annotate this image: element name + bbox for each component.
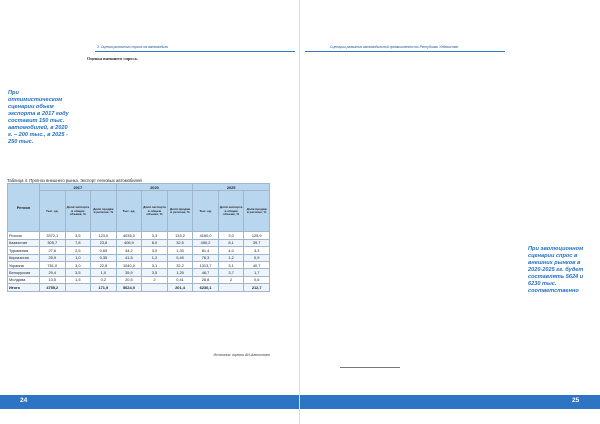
footer-bar-right bbox=[300, 395, 600, 409]
table-row bbox=[8, 239, 270, 246]
table-row bbox=[8, 284, 270, 291]
table-cell: 123,0 bbox=[91, 232, 117, 239]
table-row bbox=[8, 247, 270, 254]
country-cell: Итого bbox=[8, 284, 40, 291]
table-source: Источник: оценки АИ-Автостат bbox=[213, 353, 270, 357]
column-header: Доля экспорта в общем объеме, % bbox=[65, 191, 91, 232]
table-cell: 5624,0 bbox=[116, 284, 142, 291]
table-cell: 41,5 bbox=[116, 254, 142, 261]
table-row bbox=[8, 276, 270, 283]
table-cell: 22,8 bbox=[91, 261, 117, 268]
column-header: Тыс. ед. bbox=[40, 191, 66, 232]
table-cell: 305,7 bbox=[40, 239, 66, 246]
table-cell: 28,8 bbox=[193, 276, 219, 283]
table-cell: 46,7 bbox=[193, 269, 219, 276]
table-cell: 133,2 bbox=[167, 232, 193, 239]
table-cell: 3,0 bbox=[142, 247, 168, 254]
table-cell: 81,4 bbox=[193, 247, 219, 254]
footnote-rule bbox=[340, 367, 400, 368]
table-cell: 3,3 bbox=[244, 247, 270, 254]
sidenote-right: При эволюционном сценарии спрос в внешних рынков в 2020-2025 гг. будет составлять 5624 и 6230 тыс. соответственно bbox=[528, 246, 584, 294]
table-cell: 13,5 bbox=[40, 276, 66, 283]
header-rule-right bbox=[305, 51, 505, 52]
table-cell: 0,41 bbox=[167, 276, 193, 283]
table-cell: 0,35 bbox=[91, 254, 117, 261]
table-cell: 3372,1 bbox=[40, 232, 66, 239]
table-caption: Таблица 4. Прогноз внешнего рынка. Экспорт легковых автомобилей bbox=[7, 178, 142, 183]
table-cell: 781,0 bbox=[40, 261, 66, 268]
table-row bbox=[8, 232, 270, 239]
sidenote-left: При оптимистическом сценарии объем экспорта в 2017 году составит 150 тыс. автомобилей, в 2020 г. – 200 тыс., в 2025 - 250 тыс. bbox=[8, 90, 69, 145]
table-cell: 4,0 bbox=[218, 247, 244, 254]
table-cell: 3,5 bbox=[65, 232, 91, 239]
table-cell: 8,1 bbox=[218, 239, 244, 246]
column-header: Доля экспорта в общем объеме, % bbox=[218, 191, 244, 232]
table-cell bbox=[218, 284, 244, 291]
table-cell: 20,5 bbox=[116, 276, 142, 283]
table-cell: 7,8 bbox=[65, 239, 91, 246]
table-cell: 1040,0 bbox=[116, 261, 142, 268]
table-row bbox=[8, 261, 270, 268]
country-cell: Туркмения bbox=[8, 247, 40, 254]
body-text-left bbox=[80, 56, 274, 174]
page-number-right: 25 bbox=[572, 397, 580, 404]
table-cell: 3,0 bbox=[65, 261, 91, 268]
table-cell: 1,25 bbox=[167, 269, 193, 276]
column-header: Доля экспорта в общем объеме, % bbox=[142, 191, 168, 232]
header-rule-left bbox=[95, 51, 295, 52]
table-cell: 1,33 bbox=[167, 247, 193, 254]
table-cell: 2 bbox=[142, 276, 168, 283]
country-cell: Украина bbox=[8, 261, 40, 268]
column-header: Доля продаж в регионе, % bbox=[91, 191, 117, 232]
table-cell: 76,3 bbox=[193, 254, 219, 261]
table-cell: 3,5 bbox=[142, 269, 168, 276]
year-header: 2017 bbox=[40, 184, 117, 191]
running-head-left: 3. Оценка рыночного спроса на автомобили bbox=[97, 45, 169, 49]
country-cell: Молдова bbox=[8, 276, 40, 283]
column-header: Тыс. ед. bbox=[116, 191, 142, 232]
table-cell: 1,5 bbox=[65, 276, 91, 283]
table-cell: 4035,0 bbox=[116, 232, 142, 239]
table-cell: 6230,1 bbox=[193, 284, 219, 291]
table-cell: 1,2 bbox=[218, 254, 244, 261]
table-cell: 4160,0 bbox=[193, 232, 219, 239]
table-row bbox=[8, 269, 270, 276]
table-cell: 8,0 bbox=[142, 239, 168, 246]
running-head-right: Сценарии развития автомобильной промышленности Республики Узбекистан bbox=[330, 45, 459, 49]
table-cell: 0,6 bbox=[244, 276, 270, 283]
table-cell: 32,2 bbox=[167, 261, 193, 268]
table-cell: 0,9 bbox=[244, 254, 270, 261]
table-cell: 3,5 bbox=[65, 269, 91, 276]
table-cell: 27,6 bbox=[40, 247, 66, 254]
table-cell: 23,8 bbox=[91, 239, 117, 246]
table-cell: 40,7 bbox=[244, 261, 270, 268]
table-cell: 1,2 bbox=[142, 254, 168, 261]
table-cell: 1,0 bbox=[91, 269, 117, 276]
table-cell: 212,7 bbox=[244, 284, 270, 291]
table-cell: 1,0 bbox=[65, 254, 91, 261]
table-cell: 171,9 bbox=[91, 284, 117, 291]
year-header: 2025 bbox=[193, 184, 270, 191]
table-cell: 3,1 bbox=[142, 261, 168, 268]
table-cell: 39,7 bbox=[244, 239, 270, 246]
page-number-left: 24 bbox=[20, 397, 28, 404]
column-header: Тыс. ед. bbox=[193, 191, 219, 232]
table-cell: 490,2 bbox=[193, 239, 219, 246]
table-cell: 3,3 bbox=[142, 232, 168, 239]
country-cell: Россия bbox=[8, 232, 40, 239]
lead-bold: Оценка внешнего спроса. bbox=[87, 56, 138, 61]
table-cell: 2 bbox=[218, 276, 244, 283]
table-cell: 0,49 bbox=[167, 254, 193, 261]
table-cell: 4755,2 bbox=[40, 284, 66, 291]
table-cell: 3,7 bbox=[218, 269, 244, 276]
table-cell: 0,69 bbox=[91, 247, 117, 254]
country-cell: Киргизстан bbox=[8, 254, 40, 261]
table-body bbox=[8, 232, 270, 291]
table-cell bbox=[142, 284, 168, 291]
export-forecast-table bbox=[7, 183, 270, 292]
table-cell: 2,5 bbox=[65, 247, 91, 254]
year-header: 2020 bbox=[116, 184, 193, 191]
table-row bbox=[8, 254, 270, 261]
table-cell: 35,9 bbox=[116, 269, 142, 276]
body-text-right bbox=[336, 56, 520, 361]
table-cell: 1,7 bbox=[244, 269, 270, 276]
table-cell: 3,1 bbox=[218, 261, 244, 268]
country-cell: Казахстан bbox=[8, 239, 40, 246]
table-cell: 44,2 bbox=[116, 247, 142, 254]
column-header: Доля продаж в регионе, % bbox=[167, 191, 193, 232]
table-cell: 0,2 bbox=[91, 276, 117, 283]
table-cell bbox=[65, 284, 91, 291]
right-page bbox=[300, 0, 600, 424]
country-cell: Белоруссия bbox=[8, 269, 40, 276]
table-cell: 1313,7 bbox=[193, 261, 219, 268]
table-cell: 125,9 bbox=[244, 232, 270, 239]
column-header: Доля продаж в регионе, % bbox=[244, 191, 270, 232]
table-cell: 29,4 bbox=[40, 269, 66, 276]
table-cell: 406,9 bbox=[116, 239, 142, 246]
table-header-region: Регион bbox=[8, 184, 40, 232]
footer-bar-left bbox=[0, 395, 300, 409]
table-cell: 32,5 bbox=[167, 239, 193, 246]
table-cell: 3,0 bbox=[218, 232, 244, 239]
table-cell: 201,4 bbox=[167, 284, 193, 291]
table-cell: 25,9 bbox=[40, 254, 66, 261]
